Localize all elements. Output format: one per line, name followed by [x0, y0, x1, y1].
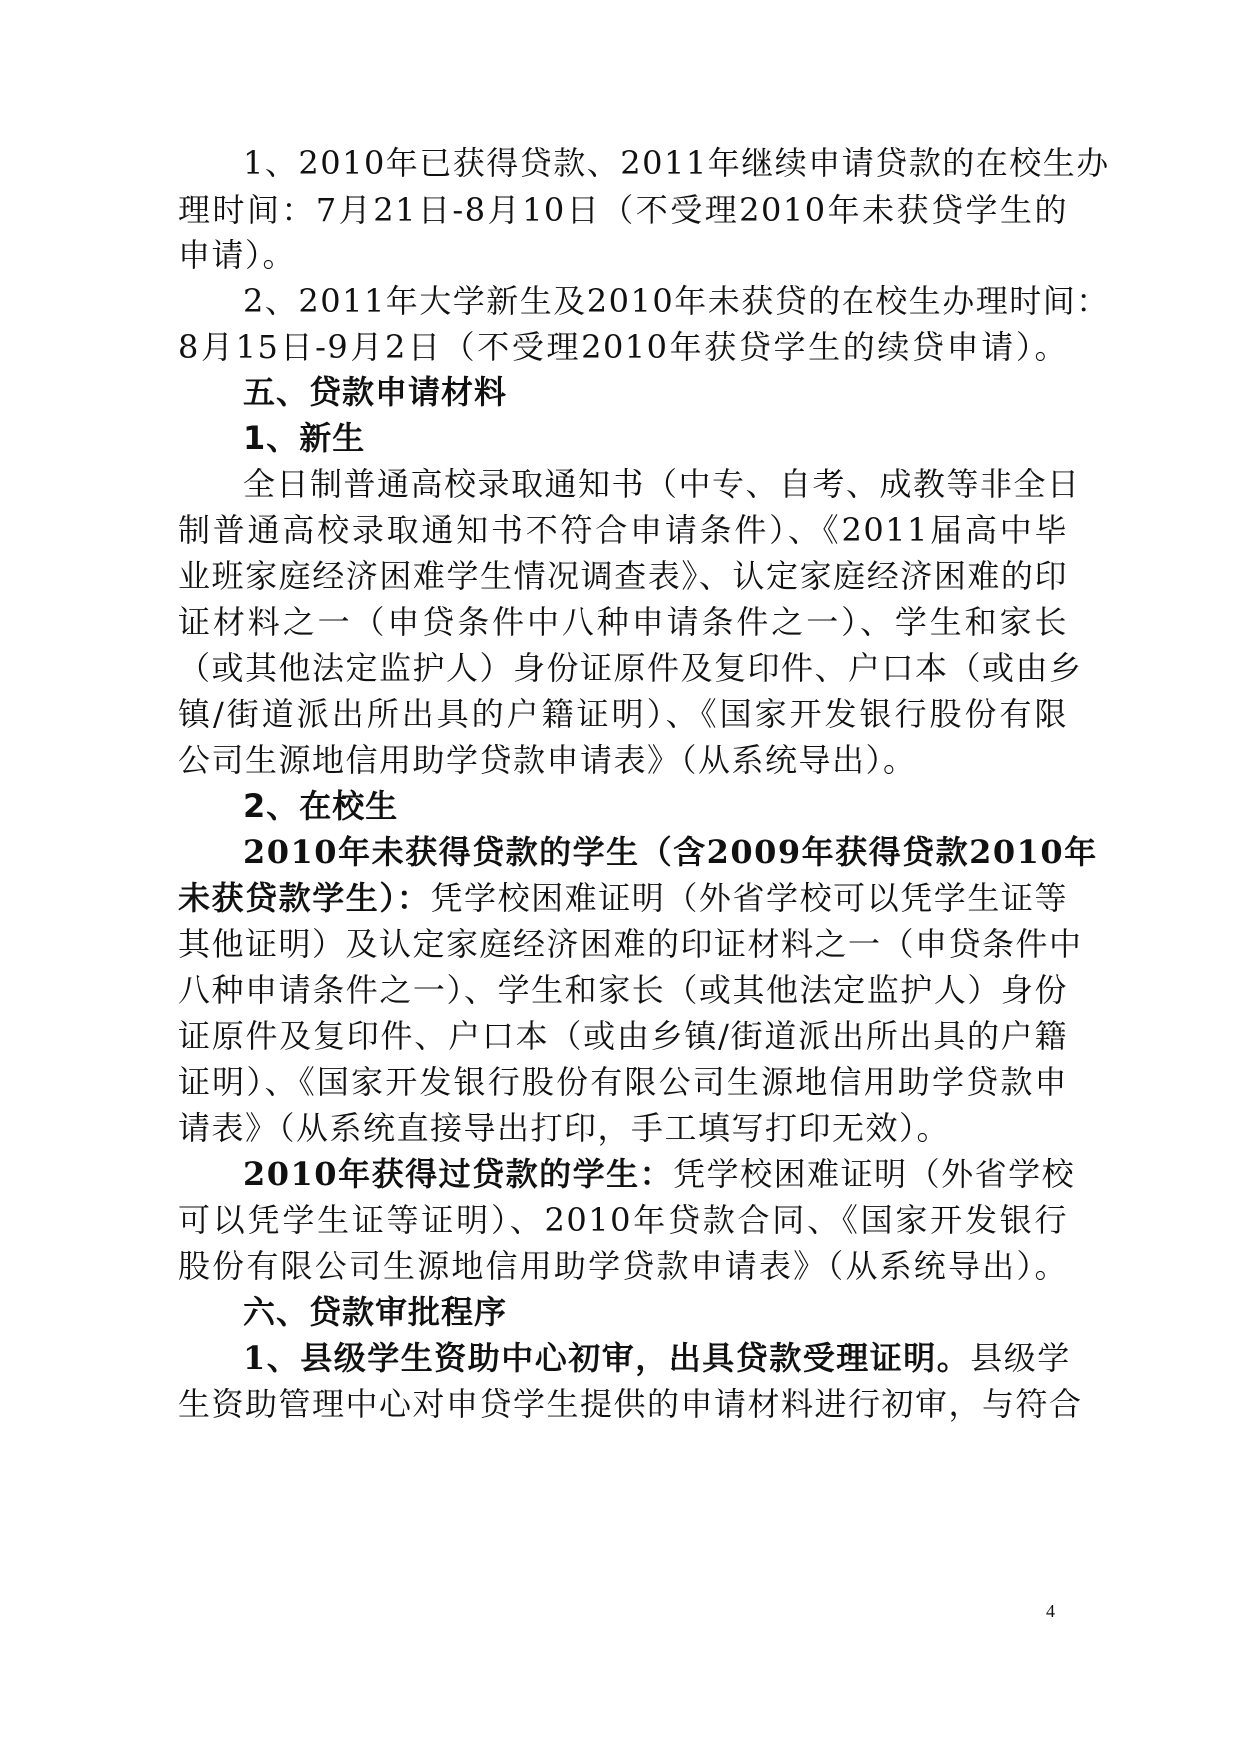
text-line: 2、2011年大学新生及2010年未获贷的在校生办理时间：	[243, 282, 1110, 320]
text-phrase: 凭学校困难证明（外省学校可以凭学生证等	[430, 879, 1068, 917]
text-line: 公司生源地信用助学贷款申请表》（从系统导出）。	[178, 741, 917, 779]
bold-phrase: 2010年获得过贷款的学生：	[243, 1155, 674, 1193]
text-line: 股份有限公司生源地信用助学贷款申请表》（从系统导出）。	[178, 1247, 1068, 1285]
text-phrase: 县级学	[970, 1339, 1071, 1377]
text-line: 其他证明）及认定家庭经济困难的印证材料之一（申贷条件中	[178, 925, 1083, 963]
text-line: 申请）。	[178, 236, 297, 274]
text-line: 请表》（从系统直接导出打印，手工填写打印无效）。	[178, 1109, 951, 1147]
text-line: 8月15日-9月2日（不受理2010年获贷学生的续贷申请）。	[178, 328, 1068, 366]
bold-phrase: 未获贷款学生）：	[178, 879, 431, 917]
mixed-text-line	[178, 878, 1068, 918]
mixed-text-line	[243, 1154, 1076, 1194]
text-line: 证原件及复印件、户口本（或由乡镇/街道派出所出具的户籍	[178, 1017, 1068, 1055]
text-line: 1、2010年已获得贷款、2011年继续申请贷款的在校生办	[243, 144, 1110, 182]
bold-phrase: 1、县级学生资助中心初审，出具贷款受理证明。	[243, 1339, 971, 1377]
text-line: 业班家庭经济困难学生情况调查表》、认定家庭经济困难的印	[178, 557, 1068, 595]
text-line: 制普通高校录取通知书不符合申请条件）、《2011届高中毕	[178, 511, 1068, 549]
text-line: 八种申请条件之一）、学生和家长（或其他法定监护人）身份	[178, 971, 1068, 1009]
text-line: 证明）、《国家开发银行股份有限公司生源地信用助学贷款申	[178, 1063, 1068, 1101]
text-phrase: 凭学校困难证明（外省学校	[673, 1155, 1076, 1193]
text-line: （或其他法定监护人）身份证原件及复印件、户口本（或由乡	[178, 649, 1083, 687]
text-line: 可以凭学生证等证明）、2010年贷款合同、《国家开发银行	[178, 1201, 1068, 1239]
text-line: 全日制普通高校录取通知书（中专、自考、成教等非全日	[243, 465, 1081, 503]
section-heading: 六、贷款审批程序	[243, 1293, 508, 1331]
subsection-heading: 2、在校生	[243, 787, 399, 825]
mixed-text-line	[243, 1338, 1071, 1378]
text-line: 理时间：7月21日-8月10日（不受理2010年未获贷学生的	[178, 191, 1068, 229]
text-line: 证材料之一（申贷条件中八种申请条件之一）、学生和家长	[178, 603, 1068, 641]
text-line: 生资助管理中心对申贷学生提供的申请材料进行初审，与符合	[178, 1385, 1083, 1423]
bold-text-line: 2010年未获得贷款的学生（含2009年获得贷款2010年	[243, 833, 1098, 871]
section-heading: 五、贷款申请材料	[243, 373, 508, 411]
subsection-heading: 1、新生	[243, 419, 366, 457]
page-number: 4	[1046, 1601, 1055, 1621]
text-line: 镇/街道派出所出具的户籍证明）、《国家开发银行股份有限	[178, 695, 1068, 733]
